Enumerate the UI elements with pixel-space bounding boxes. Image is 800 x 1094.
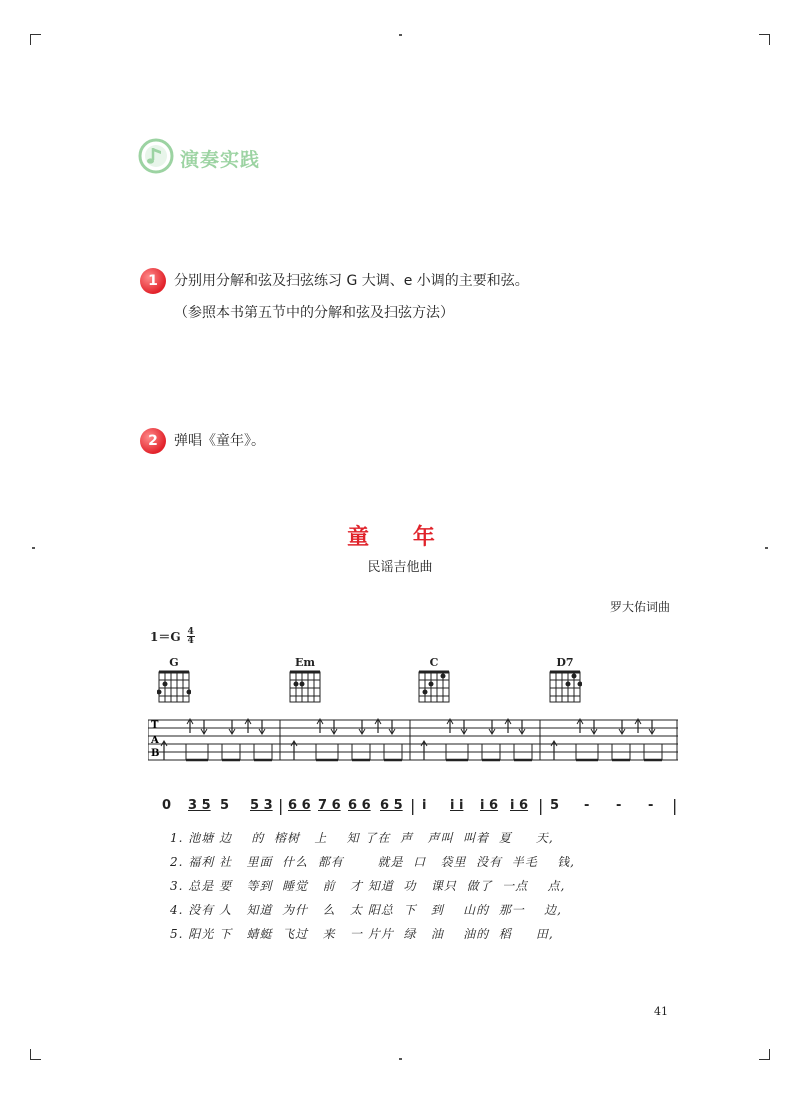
note: i [422,798,427,813]
section-header [138,138,260,178]
music-note-icon [138,138,174,178]
task-text: 弹唱《童年》。 [174,433,265,449]
lyric-line: 5. 阳光 下 蜻蜓 飞过 来 一 片片 绿 油 油的 稻 田, [170,927,554,941]
time-signature: 4 4 [187,627,194,646]
tab-label: T [151,720,159,731]
key-label: 1＝G [150,630,181,644]
note: - [648,798,654,813]
lyric-line: 1. 池塘 边 的 榕树 上 知 了在 声 声叫 叫着 夏 天, [170,831,554,845]
note: 3 5 [188,798,211,813]
song-title: 童 年 [347,524,453,550]
note: 5 [550,798,560,813]
task-number-badge: 1 [140,268,166,294]
note: 6 6 [288,798,311,813]
section-title: 演奏实践 [180,148,261,171]
note: i 6 [480,798,499,813]
crop-mark-bottom-right [759,1049,770,1060]
note: - [616,798,622,813]
task-note: （参照本书第五节中的分解和弦及扫弦方法） [174,305,454,321]
note: i i [450,798,464,813]
page-number: 41 [654,1005,668,1018]
chord-grid [157,670,191,704]
tablature-staff [148,716,678,764]
chord-grid [417,670,451,704]
registration-dot [399,1058,402,1060]
crop-mark-top-right [759,34,770,45]
note: 6 6 [348,798,371,813]
chord-diagram-em: Em [288,656,322,708]
chord-grid [288,670,322,704]
crop-mark-top-left [30,34,41,45]
chord-diagram-d7: D7 [548,656,582,708]
key-signature [150,628,195,645]
task-number-badge: 2 [140,428,166,454]
note: 5 [220,798,230,813]
chord-grid [548,670,582,704]
task-text: 分别用分解和弦及扫弦练习 G 大调、e 小调的主要和弦。 [174,273,529,289]
composer: 罗大佑词曲 [609,600,670,614]
note: i 6 [510,798,529,813]
task-2 [140,428,265,457]
crop-mark-bottom-left [30,1049,41,1060]
lyric-line: 2. 福利 社 里面 什么 都有 就是 口 袋里 没有 半毛 钱, [170,855,575,869]
note: 7 6 [318,798,341,813]
lyrics [170,826,575,946]
note: 6 5 [380,798,403,813]
lyric-line: 4. 没有 人 知道 为什 么 太 阳总 下 到 山的 那一 边, [170,903,562,917]
note: 5 3 [250,798,273,813]
chord-diagram-g: G [157,656,191,708]
note: - [584,798,590,813]
song-subtitle: 民谣吉他曲 [367,560,433,575]
tab-label: B [151,748,160,759]
tab-label: A [151,735,159,746]
numbered-notation: 0 3 5 5 5 3 | 6 6 7 6 6 6 6 5 | i i i i 6 i 6 | 5 - - - | [162,796,678,815]
note: 0 [162,798,172,813]
task-1 [140,268,529,329]
chord-diagram-c: C [417,656,451,708]
registration-dot [399,34,402,36]
lyric-line: 3. 总是 要 等到 睡觉 前 才 知道 功 课只 做了 一点 点, [170,879,566,893]
